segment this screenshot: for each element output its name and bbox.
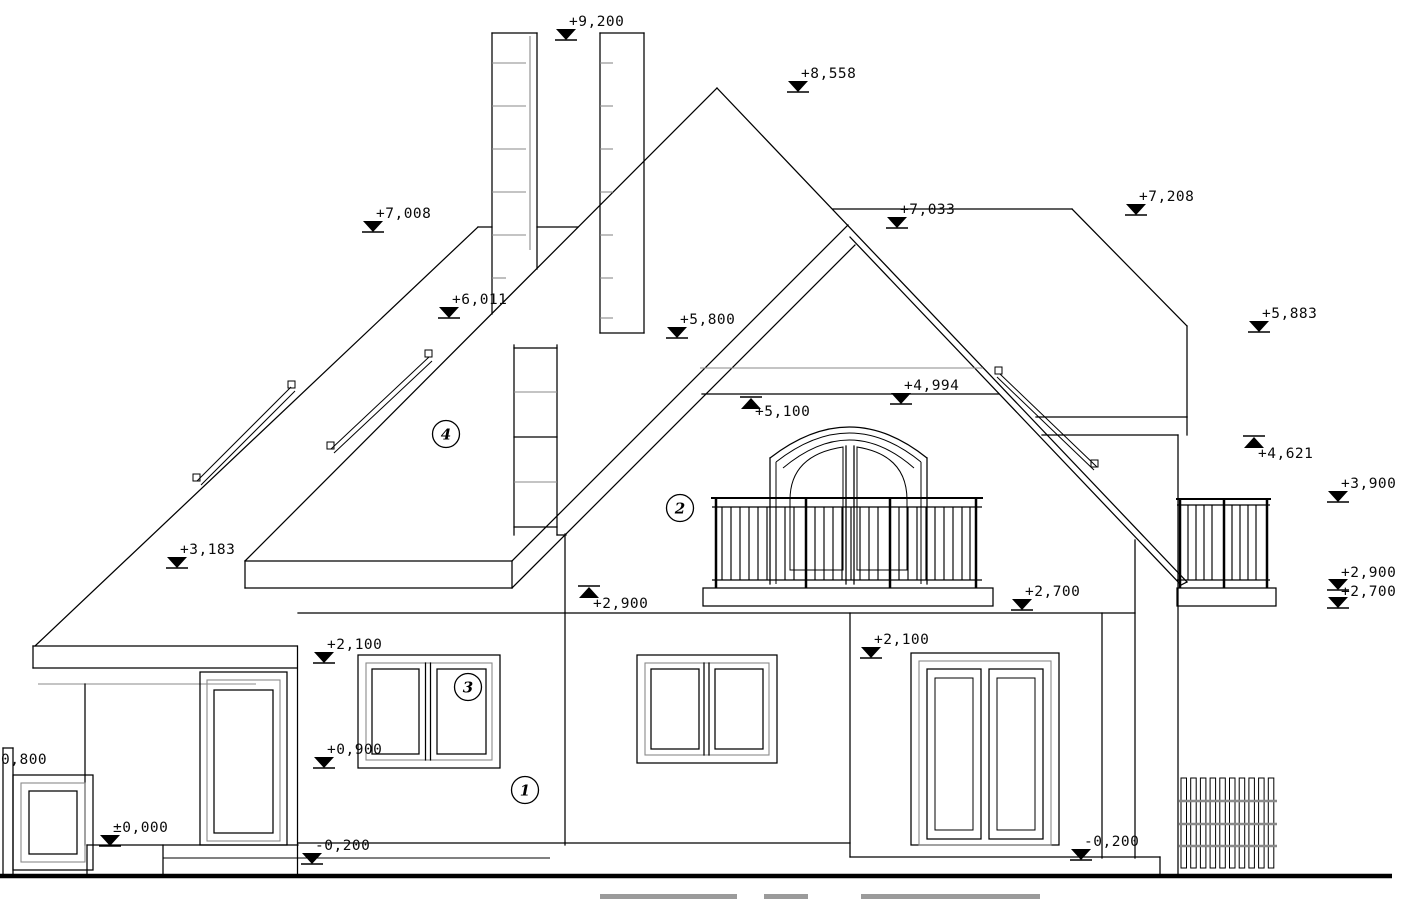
snow-rail-right [995, 367, 1098, 470]
svg-text:3: 3 [462, 678, 474, 697]
snow-rail-left [193, 381, 295, 485]
svg-text:+5,883: +5,883 [1262, 306, 1318, 322]
window-center [637, 655, 777, 763]
clipped-title-bar [764, 894, 808, 899]
marker-2700-mid [1011, 584, 1080, 610]
marker-8558 [787, 66, 856, 92]
svg-text:+2,700: +2,700 [1025, 584, 1081, 600]
svg-text:+7,008: +7,008 [376, 206, 432, 222]
svg-text:-0,200: -0,200 [315, 838, 371, 854]
svg-text:+2,700: +2,700 [1341, 584, 1397, 600]
callout-2 [667, 495, 694, 522]
chimney [492, 33, 644, 333]
marker-4621 [1243, 436, 1313, 462]
clipped-title-bar [600, 894, 737, 899]
svg-text:+2,900: +2,900 [1341, 565, 1397, 581]
svg-text:+9,200: +9,200 [569, 14, 625, 30]
french-door [911, 653, 1059, 845]
marker-7008 [362, 206, 431, 232]
svg-text:4: 4 [440, 425, 452, 444]
svg-text:+5,100: +5,100 [755, 404, 811, 420]
svg-text:-0,200: -0,200 [1084, 834, 1140, 850]
marker-5100 [740, 397, 810, 420]
marker-0800-clipped [1, 752, 47, 768]
callout-3 [455, 674, 482, 701]
right-balcony-slab [1177, 588, 1276, 606]
roof-snow-rails [193, 350, 1098, 485]
marker-minus0200-right [1070, 834, 1139, 860]
right-wing-roof [833, 209, 1187, 435]
marker-6011 [438, 292, 507, 318]
snow-rail-main [327, 350, 432, 453]
right-balcony [1177, 499, 1276, 606]
balcony-slab [703, 588, 993, 606]
marker-5800 [666, 312, 735, 338]
marker-minus0200-left [301, 838, 370, 864]
svg-text:1: 1 [519, 781, 531, 800]
roof-ladder [514, 345, 557, 535]
marker-2100-left [313, 637, 382, 663]
svg-text:+0,900: +0,900 [327, 742, 383, 758]
svg-text:+3,900: +3,900 [1341, 476, 1397, 492]
marker-2900-left [578, 586, 648, 612]
clipped-title-bar [861, 894, 1040, 899]
marker-2100-right [860, 632, 929, 658]
svg-text:+4,994: +4,994 [904, 378, 960, 394]
marker-0000 [99, 820, 168, 846]
svg-text:+8,558: +8,558 [801, 66, 857, 82]
center-balcony [703, 498, 993, 606]
marker-7033 [886, 202, 955, 228]
ground-line [0, 876, 1392, 899]
callout-1 [512, 777, 539, 804]
marker-9200 [555, 14, 624, 40]
svg-text:+2,100: +2,100 [327, 637, 383, 653]
svg-text:+7,208: +7,208 [1139, 189, 1195, 205]
left-annex [3, 227, 578, 876]
porch-door [200, 672, 287, 845]
main-facade-walls [87, 435, 1178, 876]
svg-text:+5,800: +5,800 [680, 312, 736, 328]
svg-text:0,800: 0,800 [1, 752, 48, 768]
marker-5883 [1248, 306, 1317, 332]
callout-4 [433, 421, 460, 448]
trellis-fence [1179, 778, 1277, 868]
svg-text:+6,011: +6,011 [452, 292, 508, 308]
svg-text:+2,900: +2,900 [593, 596, 649, 612]
svg-text:+2,100: +2,100 [874, 632, 930, 648]
callouts [433, 421, 694, 804]
marker-7208 [1125, 189, 1194, 215]
svg-text:2: 2 [674, 499, 686, 518]
svg-text:+4,621: +4,621 [1258, 446, 1314, 462]
marker-0900 [313, 742, 382, 768]
marker-3183 [166, 542, 235, 568]
svg-text:+3,183: +3,183 [180, 542, 236, 558]
annex-roof-slope [35, 227, 478, 646]
eave-band-center [245, 561, 512, 588]
svg-text:+7,033: +7,033 [900, 202, 956, 218]
marker-3900 [1327, 476, 1396, 502]
marker-4994 [890, 378, 959, 404]
svg-text:±0,000: ±0,000 [113, 820, 169, 836]
